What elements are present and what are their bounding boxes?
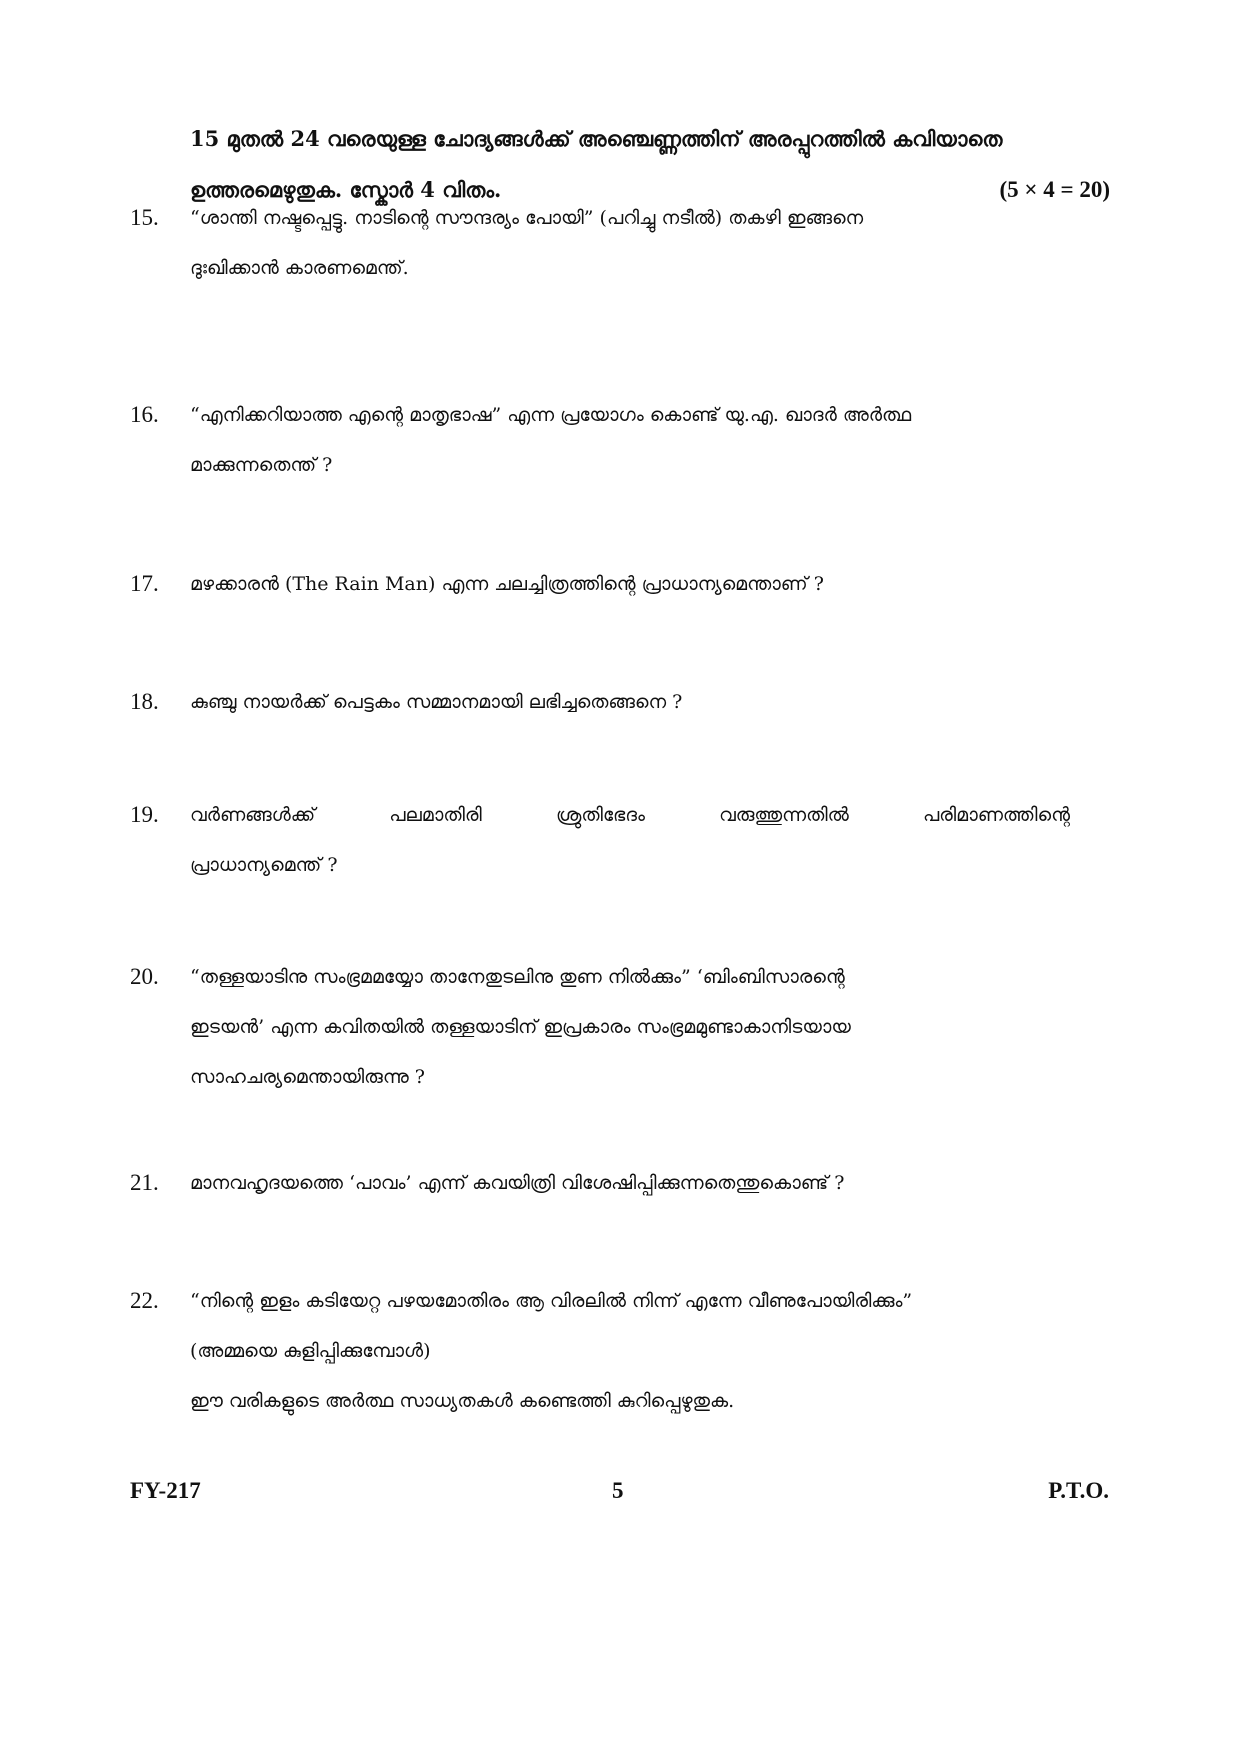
question-text xyxy=(190,790,1070,890)
instruction-line-1: 15 മുതൽ 24 വരെയുള്ള ചോദ്യങ്ങൾക്ക് അഞ്ചെണ്ണത്തിന് അരപ്പുറത്തിൽ കവിയാതെ xyxy=(190,126,1003,151)
question-line: കുഞ്ചു നായർക്ക് പെട്ടകം സമ്മാനമായി ലഭിച്ചതെങ്ങനെ ? xyxy=(190,691,683,713)
question-word: വർണങ്ങൾക്ക് xyxy=(190,804,316,826)
question-word: വരുത്തുന്നതിൽ xyxy=(719,804,849,826)
question-line: “എനിക്കറിയാത്ത എന്റെ മാതൃഭാഷ” എന്ന പ്രയോഗം കൊണ്ട് യു.എ. ഖാദർ അർത്ഥ xyxy=(190,404,912,426)
question-number: 19. xyxy=(130,802,159,827)
question-number: 15. xyxy=(130,205,159,230)
question-number: 20. xyxy=(130,964,159,989)
question-line: ദുഃഖിക്കാൻ കാരണമെന്ത്. xyxy=(190,257,409,279)
question-number: 16. xyxy=(130,402,159,427)
question-text xyxy=(190,1158,1070,1208)
score-total: (5 × 4 = 20) xyxy=(999,177,1110,202)
question-line: പ്രാധാന്യമെന്ത് ? xyxy=(190,854,338,876)
question-text xyxy=(190,559,1070,609)
question-line: മാക്കുന്നതെന്ത് ? xyxy=(190,454,333,476)
question-line: “തള്ളയാടിനു സംഭ്രമമയ്യോ താനേതുടലിനു തുണ നിൽക്കും” ‘ബിംബിസാരന്റെ xyxy=(190,966,845,988)
question-text xyxy=(190,677,1070,727)
question-word: പരിമാണത്തിന്റെ xyxy=(922,804,1070,826)
question-text xyxy=(190,390,1070,490)
question-line: “ശാന്തി നഷ്ടപ്പെട്ടു. നാടിന്റെ സൗന്ദര്യം പോയി” (പറിച്ചു നടീൽ) തകഴി ഇങ്ങനെ xyxy=(190,207,864,229)
question-line: (അമ്മയെ കുളിപ്പിക്കുമ്പോൾ) xyxy=(190,1340,431,1362)
question-line: “നിന്റെ ഇളം കടിയേറ്റ പഴയമോതിരം ആ വിരലിൽ നിന്ന് എന്നേ വീണുപോയിരിക്കും” xyxy=(190,1290,913,1312)
instruction-text: ഉത്തരമെഴുതുക. സ്കോർ 4 വിതം. xyxy=(190,177,502,202)
please-turn-over: P.T.O. xyxy=(1048,1478,1109,1503)
page-number: 5 xyxy=(612,1478,624,1503)
question-line: മഴക്കാരൻ (The Rain Man) എന്ന ചലച്ചിത്രത്തിന്റെ പ്രാധാന്യമെന്താണ് ? xyxy=(190,573,824,595)
question-number: 17. xyxy=(130,571,159,596)
question-text xyxy=(190,193,1070,293)
question-number: 18. xyxy=(130,689,159,714)
question-word: ശ്രുതിഭേദം xyxy=(555,804,645,826)
question-line xyxy=(190,790,1070,840)
question-line: സാഹചര്യമെന്തായിരുന്നു ? xyxy=(190,1066,425,1088)
question-line: ഈ വരികളുടെ അർത്ഥ സാധ്യതകൾ കണ്ടെത്തി കുറിപ്പെഴുതുക. xyxy=(190,1390,735,1412)
question-number: 22. xyxy=(130,1288,159,1313)
question-word: പലമാതിരി xyxy=(389,804,482,826)
paper-code: FY-217 xyxy=(130,1478,201,1503)
question-number: 21. xyxy=(130,1170,159,1195)
question-line: ഇടയൻ’ എന്ന കവിതയിൽ തള്ളയാടിന് ഇപ്രകാരം സംഭ്രമമുണ്ടാകാനിടയായ xyxy=(190,1016,851,1038)
question-line: മാനവഹൃദയത്തെ ‘പാവം’ എന്ന് കവയിത്രി വിശേഷിപ്പിക്കുന്നതെന്തുകൊണ്ട് ? xyxy=(190,1172,845,1194)
question-text xyxy=(190,952,1070,1102)
question-text xyxy=(190,1276,1070,1426)
